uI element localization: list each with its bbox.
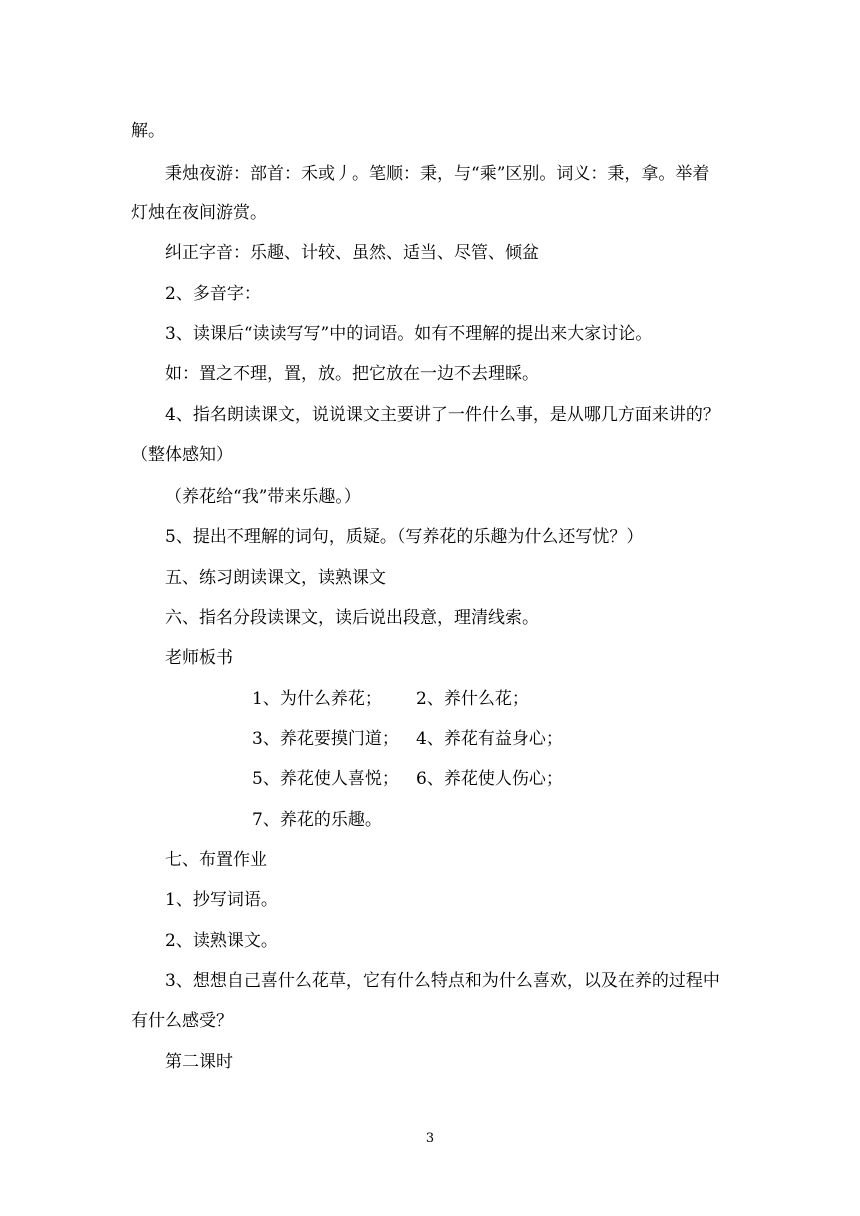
text-line: （整体感知） — [131, 445, 233, 465]
text-line: 2、读熟课文。 — [165, 931, 278, 951]
text-line: 有什么感受？ — [131, 1011, 233, 1031]
board-item: 5、养花使人喜悦； — [252, 769, 399, 789]
text-line: 3、读课后“读读写写”中的词语。如有不理解的提出来大家讨论。 — [165, 324, 653, 344]
text-line: 纠正字音：乐趣、计较、虽然、适当、尽管、倾盆 — [165, 243, 539, 263]
text-line: 如：置之不理，置，放。把它放在一边不去理睬。 — [165, 364, 539, 384]
text-line: 解。 — [131, 121, 165, 141]
board-item: 3、养花要摸门道； — [252, 729, 399, 749]
text-line: 1、抄写词语。 — [165, 890, 278, 910]
board-item: 7、养花的乐趣。 — [252, 810, 382, 830]
board-item: 6、养花使人伤心； — [416, 769, 563, 789]
text-line: 5、提出不理解的词句，质疑。（写养花的乐趣为什么还写忧？） — [165, 527, 644, 547]
section-heading: 七、布置作业 — [165, 850, 267, 870]
section-heading: 六、指名分段读课文，读后说出段意，理清线索。 — [165, 608, 539, 628]
text-line: 秉烛夜游：部首：禾或丿。笔顺：秉，与“乘”区别。词义：秉，拿。举着 — [165, 164, 710, 184]
section-heading: 五、练习朗读课文，读熟课文 — [165, 568, 386, 588]
text-line: 3、想想自己喜什么花草，它有什么特点和为什么喜欢，以及在养的过程中 — [165, 971, 720, 991]
board-item: 4、养花有益身心； — [416, 729, 563, 749]
page-number: 3 — [425, 1131, 435, 1146]
text-line: 灯烛在夜间游赏。 — [131, 203, 267, 223]
text-line: 4、指名朗读课文，说说课文主要讲了一件什么事，是从哪几方面来讲的？ — [165, 405, 720, 425]
board-item: 2、养什么花； — [416, 689, 529, 709]
text-line: 2、多音字： — [165, 284, 261, 304]
section-heading: 第二课时 — [165, 1052, 233, 1072]
board-title: 老师板书 — [165, 648, 233, 668]
board-item: 1、为什么养花； — [252, 689, 382, 709]
text-line: （养花给“我”带来乐趣。） — [165, 487, 361, 507]
